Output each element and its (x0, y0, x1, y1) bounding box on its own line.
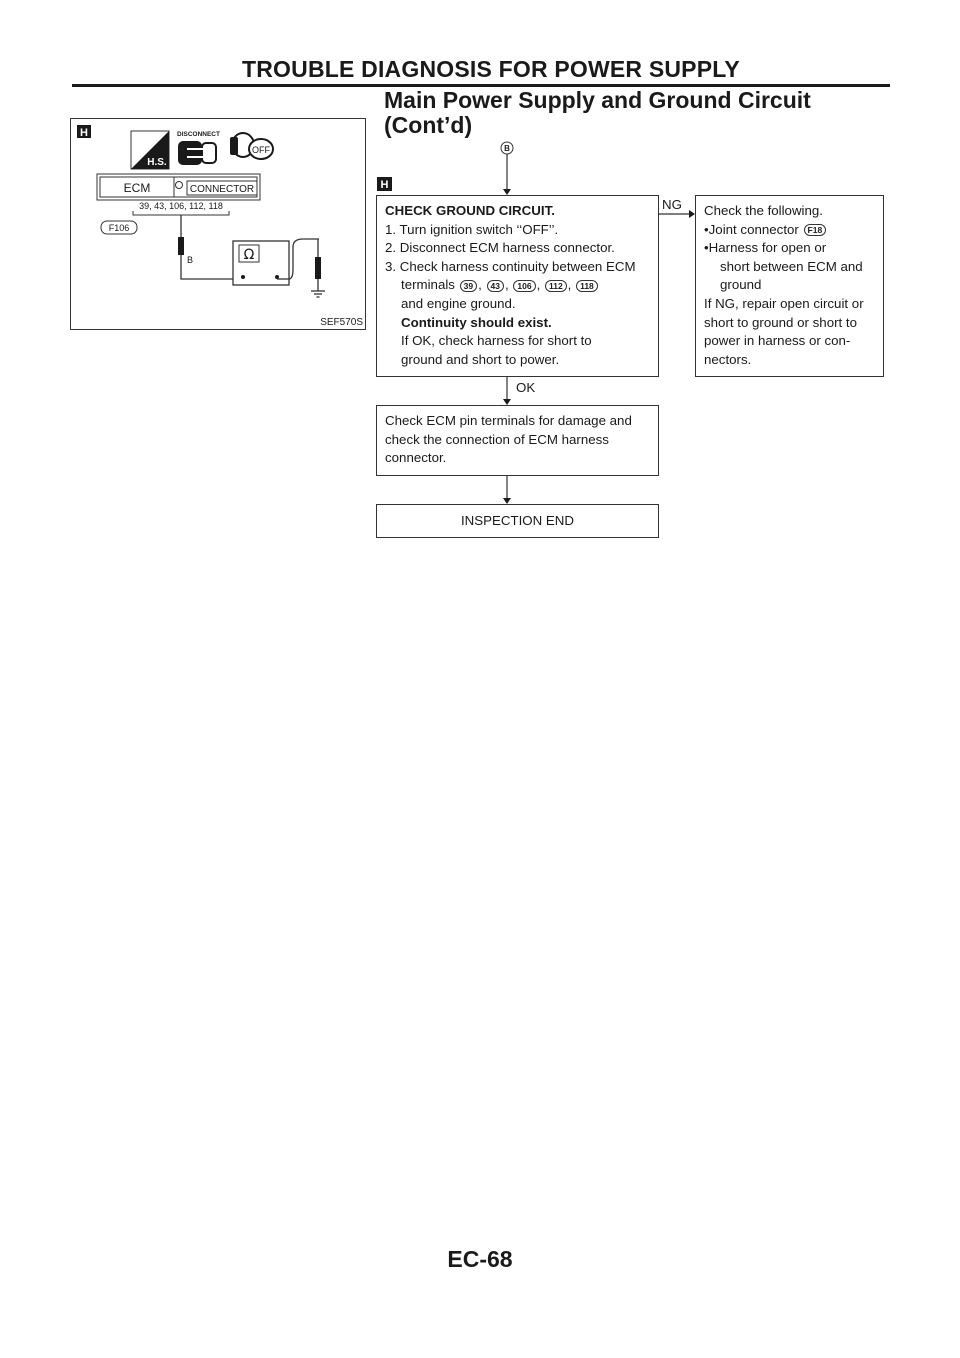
ng-label: NG (662, 197, 682, 212)
figure-code: SEF570S (320, 317, 363, 328)
ng-line: nectors. (704, 351, 752, 367)
check-ecm-terminals-box (376, 405, 659, 476)
terminal-badge: 112 (545, 280, 567, 292)
ng-line: power in harness or con- (704, 333, 851, 349)
terminals-prefix: terminals (401, 277, 455, 293)
step-line: connector. (385, 450, 447, 466)
ng-bullet-text: •Joint connector (704, 221, 799, 237)
step-line: and engine ground. (401, 295, 516, 311)
ng-bullet: short between ECM and (720, 258, 863, 274)
check-ground-circuit-box (376, 195, 659, 377)
wire-color: B (187, 255, 194, 265)
terminal-badge: 39 (460, 280, 477, 292)
terminal-badge: 106 (513, 280, 535, 292)
section-title: TROUBLE DIAGNOSIS FOR POWER SUPPLY (242, 56, 740, 82)
step-line: ground and short to power. (401, 351, 560, 367)
terminals-line: terminals 39 , 43 , 106 , 112 , 118 (385, 276, 650, 295)
ng-check-box (695, 195, 884, 377)
joint-connector-badge: F18 (804, 224, 827, 236)
entry-marker: B (504, 144, 510, 153)
terminal-badge: 43 (487, 280, 504, 292)
h-icon-glyph: H (80, 127, 88, 139)
ng-bullet: •Harness for open or (704, 240, 827, 256)
ng-bullet (704, 221, 875, 240)
inspection-end-box: INSPECTION END (376, 504, 659, 538)
ecm-label: ECM (123, 181, 151, 195)
page-subtitle: Main Power Supply and Ground Circuit (Cont’d) (384, 87, 811, 138)
step-line: 3. Check harness continuity between ECM (385, 258, 636, 274)
ng-line: If NG, repair open circuit or (704, 295, 864, 311)
connector-id: F106 (108, 223, 130, 233)
ng-line: short to ground or short to (704, 314, 857, 330)
step-line: Check ECM pin terminals for damage and (385, 413, 632, 428)
disconnect-label: DISCONNECT (177, 131, 220, 138)
ohm-symbol: Ω (243, 247, 255, 263)
terminals-label: 39, 43, 106, 112, 118 (139, 201, 223, 211)
page-number: EC-68 (447, 1246, 513, 1272)
step-line: If OK, check harness for short to (401, 333, 592, 349)
step-title: CHECK GROUND CIRCUIT. (385, 203, 555, 218)
connector-label: CONNECTOR (189, 184, 255, 195)
terminal-badge: 118 (576, 280, 598, 292)
ng-bullet: ground (720, 277, 762, 293)
ok-label: OK (516, 380, 536, 395)
step-line: 1. Turn ignition switch ‘‘OFF’’. (385, 221, 559, 237)
off-label: OFF (252, 145, 270, 155)
ng-line: Check the following. (704, 203, 823, 218)
hs-label: H.S. (147, 157, 167, 168)
svg-text:H: H (380, 179, 389, 191)
step-line: 2. Disconnect ECM harness connector. (385, 240, 615, 256)
step-line: check the connection of ECM harness (385, 431, 609, 447)
continuity-requirement: Continuity should exist. (401, 314, 552, 330)
